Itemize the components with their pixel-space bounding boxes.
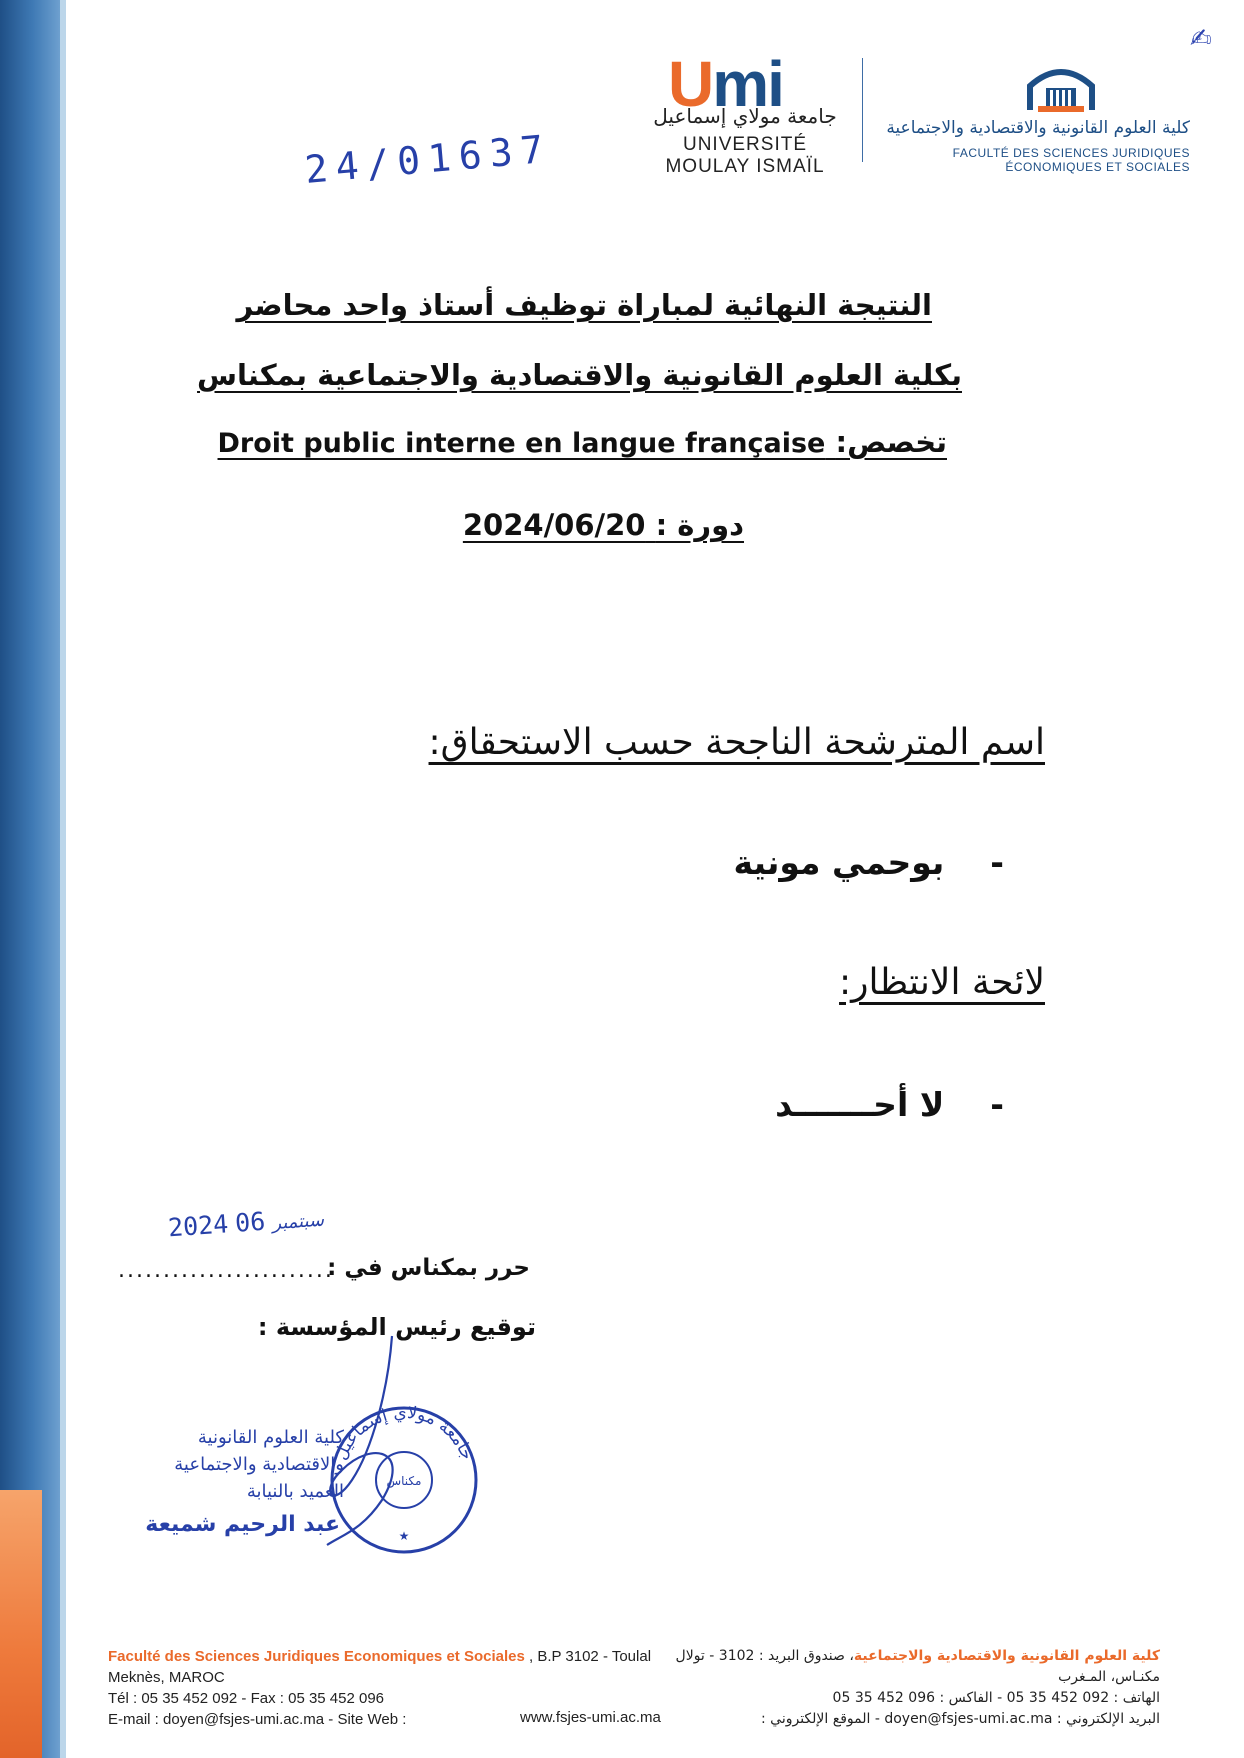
title-line-1: النتيجة النهائية لمباراة توظيف أستاذ واحد محاضر	[236, 288, 932, 322]
reference-number-stamp: 24/01637	[303, 126, 554, 192]
round-seal-top-text: جامعة مولاي إسماعيل	[330, 1402, 478, 1463]
header-divider	[862, 58, 863, 162]
title-specialty	[218, 425, 947, 459]
round-seal-and-signature	[322, 1330, 492, 1560]
footer-fr-city: Meknès, MAROC	[108, 1669, 225, 1686]
university-name-ar: جامعة مولاي إسماعيل	[653, 104, 837, 128]
seal-line-2: والاقتصادية والاجتماعية	[174, 1454, 344, 1475]
footer-fr-address: , B.P 3102 - Toulal	[529, 1648, 652, 1665]
seal-name: عبد الرحيم شميعة	[145, 1512, 340, 1537]
waiting-list-item	[775, 1085, 1004, 1124]
winner-name: بوحمي مونية	[733, 843, 945, 882]
title-line-2: بكلية العلوم القانونية والاقتصادية والاجتماعية بمكناس	[197, 358, 962, 392]
bullet-dash: -	[990, 843, 1004, 882]
date-stamp-month: سبتمبر	[271, 1209, 325, 1234]
seal-line-3: العميد بالنيابة	[246, 1481, 344, 1502]
footer-ar-faculty: كلية العلوم القانونية والاقتصادية والاجتماعية	[853, 1648, 1160, 1664]
left-orange-accent	[0, 1490, 42, 1758]
footer-ar-phone: الهاتف : 092 452 35 05 - الفاكس : 096 452 35 05	[832, 1690, 1160, 1706]
seal-line-1: كلية العلوم القانونية	[197, 1427, 344, 1448]
umi-logo: Umi	[668, 48, 783, 120]
footer-ar	[660, 1646, 1160, 1730]
seal-star-icon: ★	[398, 1529, 410, 1543]
seal-text-block	[174, 1424, 344, 1505]
faculty-name-ar: كلية العلوم القانونية والاقتصادية والاجتماعية	[886, 118, 1190, 138]
signature-label: توقيع رئيس المؤسسة :	[257, 1313, 536, 1341]
done-at-label: حرر بمكناس في :	[327, 1255, 530, 1281]
bullet-dash: -	[990, 1085, 1004, 1124]
faculty-name-fr: FACULTÉ DES SCIENCES JURIDIQUES ÉCONOMIQUES ET SOCIALES	[952, 146, 1190, 174]
round-seal-center-text: مكناس	[386, 1474, 422, 1488]
title-session	[463, 508, 744, 542]
footer-website: www.fsjes-umi.ac.ma	[520, 1709, 661, 1726]
footer-fr-faculty: Faculté des Sciences Juridiques Economiques et Sociales	[108, 1648, 525, 1665]
winner-item	[733, 843, 1004, 882]
date-stamp-day: 06	[234, 1206, 267, 1238]
specialty-label: تخصص:	[835, 425, 947, 459]
footer-fr-email: E-mail : doyen@fsjes-umi.ac.ma - Site Web :	[108, 1711, 407, 1728]
corner-initial-mark: ✍	[1190, 24, 1212, 54]
date-stamp-year: 2024	[167, 1209, 230, 1243]
university-name-fr: UNIVERSITÉ MOULAY ISMAÏL	[665, 134, 825, 177]
session-label: دورة :	[655, 508, 744, 542]
specialty-value: Droit public interne en langue française	[217, 428, 826, 459]
session-date: 2024/06/20	[462, 508, 646, 542]
footer-ar-address: ، صندوق البريد : 3102 - تولال	[675, 1648, 854, 1664]
date-stamp	[167, 1203, 325, 1244]
footer-fr-phone: Tél : 05 35 452 092 - Fax : 05 35 452 096	[108, 1690, 385, 1707]
winner-heading: اسم المترشحة الناجحة حسب الاستحقاق:	[428, 722, 1045, 763]
footer-ar-email: البريد الإلكتروني : doyen@fsjes-umi.ac.ma - الموقع الإلكتروني :	[760, 1711, 1160, 1727]
done-at-dots: ........................	[118, 1258, 334, 1283]
waiting-list-value: لا أحـــــــد	[775, 1085, 945, 1124]
waiting-list-heading: لائحة الانتظار:	[839, 962, 1045, 1003]
footer-ar-city: مكنـاس، المـغرب	[1058, 1669, 1160, 1685]
left-light-stripe	[60, 0, 66, 1758]
faculty-building-icon	[1024, 62, 1098, 114]
